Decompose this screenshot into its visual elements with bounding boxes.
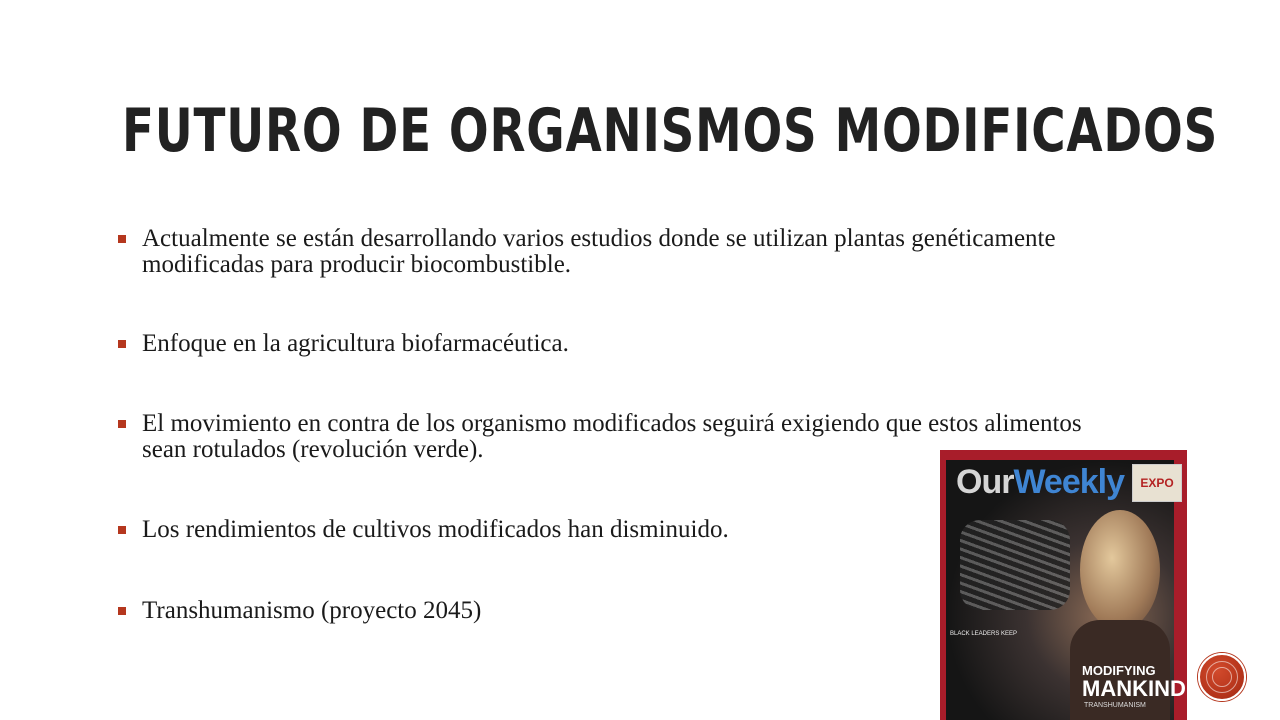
masthead-weekly: Weekly <box>1013 463 1125 501</box>
bullet-square-icon <box>118 526 126 534</box>
bullet-square-icon <box>118 420 126 428</box>
bullet-item <box>118 226 1102 278</box>
cover-headline-2: MANKIND <box>1082 676 1186 701</box>
magazine-cover-image <box>940 450 1187 720</box>
cover-expo-badge: EXPO <box>1132 464 1182 502</box>
bullet-item <box>118 331 1102 357</box>
cover-machine-graphic <box>960 520 1070 610</box>
bullet-text: Actualmente se están desarrollando varios estudios donde se utilizan plantas genéticamente modificadas para producir biocombustible. <box>142 225 1056 278</box>
bullet-text: Los rendimientos de cultivos modificados han disminuido. <box>142 516 729 543</box>
bullet-text: El movimiento en contra de los organismo modificados seguirá exigiendo que estos alimentos sean rotulados (revolución verde). <box>142 410 1082 463</box>
cover-headline-3: TRANSHUMANISM <box>1084 702 1146 709</box>
bullet-text: Enfoque en la agricultura biofarmacéutica. <box>142 330 569 357</box>
bullet-text: Transhumanismo (proyecto 2045) <box>142 597 482 624</box>
cover-side-text: BLACK LEADERS KEEP <box>950 631 1018 637</box>
cover-masthead <box>956 464 1124 500</box>
bullet-square-icon <box>118 235 126 243</box>
masthead-our: Our <box>956 463 1014 501</box>
cover-portrait <box>1080 510 1160 630</box>
bullet-square-icon <box>118 340 126 348</box>
cover-headline-1: MODIFYING <box>1082 663 1156 678</box>
slide-nav-button[interactable] <box>1198 653 1246 701</box>
bullet-square-icon <box>118 607 126 615</box>
slide-title: FUTURO DE ORGANISMOS MODIFICADOS <box>122 96 1219 166</box>
